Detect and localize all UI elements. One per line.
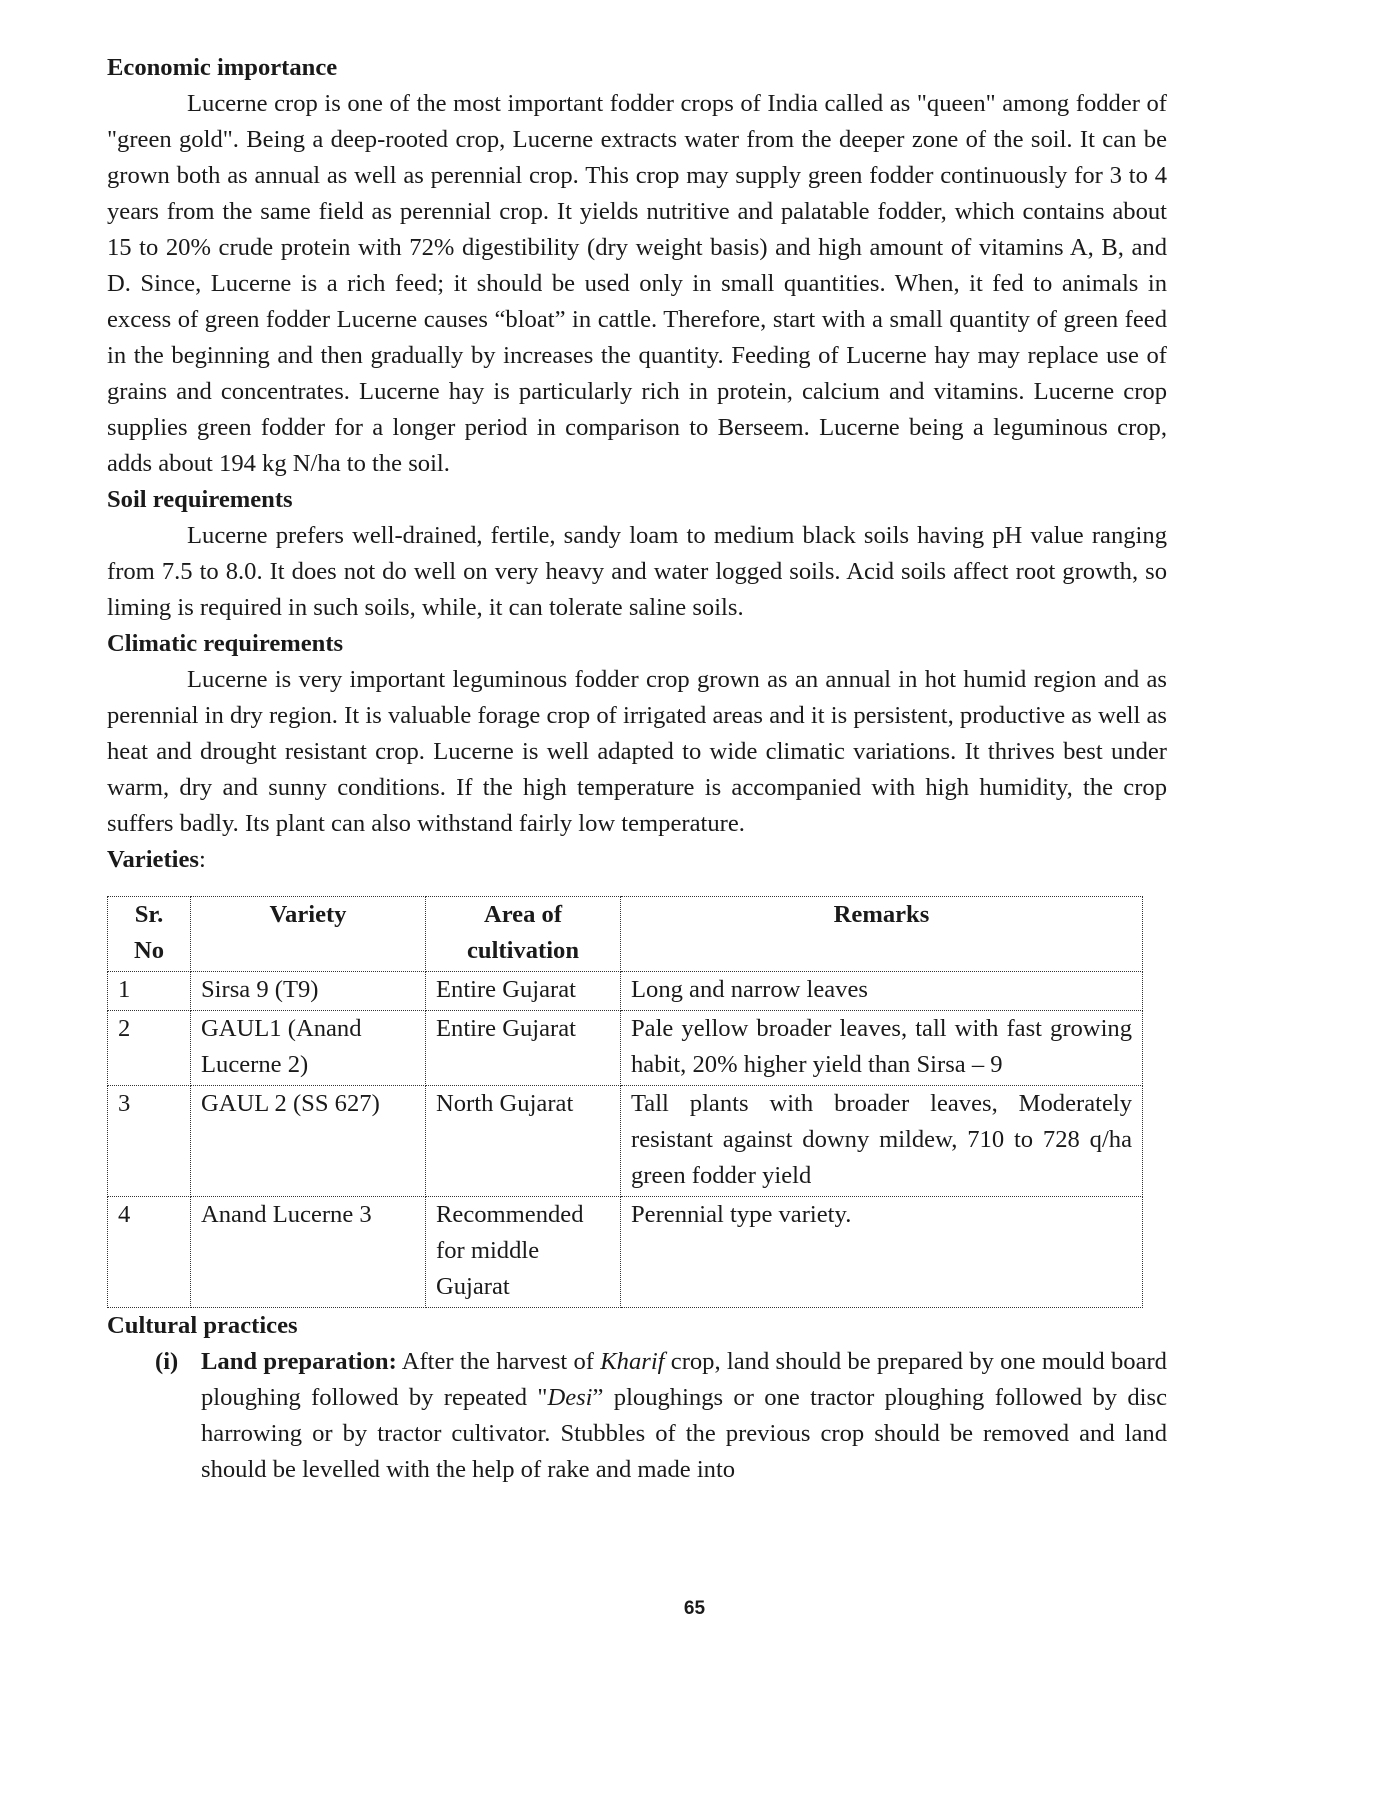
- list-item-number: (i): [155, 1348, 179, 1375]
- header-area: Area of cultivation: [426, 897, 621, 972]
- economic-importance-text: Lucerne crop is one of the most important fodder crops of India called as "queen" among fodder of "green gold". Being a deep-rooted crop, Lucerne extracts water from the deeper zone of the soil. It can be grown both as annual as well as perennial crop. This crop may supply green fodder continuously for 3 to 4 years from the same field as perennial crop. It yields nutritive and palatable fodder, which contains about 15 to 20% crude protein with 72% digestibility (dry weight basis) and high amount of vitamins A, B, and D. Since, Lucerne is a rich feed; it should be used only in small quantities. When, it fed to animals in excess of green fodder Lucerne causes “bloat” in cattle. Therefore, start with a small quantity of green feed in the beginning and then gradually by increases the quantity. Feeding of Lucerne hay may replace use of grains and concentrates. Lucerne hay is particularly rich in protein, calcium and vitamins. Lucerne crop supplies green fodder for a longer period in comparison to Berseem. Lucerne being a leguminous crop, adds about 194 kg N/ha to the soil.: [107, 90, 1167, 477]
- table-row: [108, 1011, 1143, 1086]
- cell-remarks: Pale yellow broader leaves, tall with fast growing habit, 20% higher yield than Sirsa – 9: [621, 1011, 1143, 1086]
- cell-remarks: Tall plants with broader leaves, Moderately resistant against downy mildew, 710 to 728 q/ha green fodder yield: [621, 1086, 1143, 1197]
- climatic-requirements-text: Lucerne is very important leguminous fodder crop grown as an annual in hot humid region and as perennial in dry region. It is valuable forage crop of irrigated areas and it is persistent, productive as well as heat and drought resistant crop. Lucerne is well adapted to wide climatic variations. It thrives best under warm, dry and sunny conditions. If the high temperature is accompanied with high humidity, the crop suffers badly. Its plant can also withstand fairly low temperature.: [107, 666, 1167, 837]
- cell-area: North Gujarat: [426, 1086, 621, 1197]
- varieties-table-wrapper: [107, 896, 1143, 1308]
- document-page: [107, 50, 1167, 1488]
- varieties-table: [107, 896, 1143, 1308]
- climatic-requirements-heading: Climatic requirements: [107, 630, 344, 657]
- cell-variety: GAUL1 (Anand Lucerne 2): [191, 1011, 426, 1086]
- cell-area: Entire Gujarat: [426, 972, 621, 1011]
- header-remarks: Remarks: [621, 897, 1143, 972]
- cell-remarks: Long and narrow leaves: [621, 972, 1143, 1011]
- economic-importance-heading: Economic importance: [107, 54, 338, 81]
- table-row: [108, 972, 1143, 1011]
- header-sr-no: Sr. No: [108, 897, 191, 972]
- cell-variety: Anand Lucerne 3: [191, 1197, 426, 1308]
- header-variety: Variety: [191, 897, 426, 972]
- cell-variety: Sirsa 9 (T9): [191, 972, 426, 1011]
- cell-sr: 3: [108, 1086, 191, 1197]
- cell-area: Entire Gujarat: [426, 1011, 621, 1086]
- land-preparation-title: Land preparation:: [201, 1348, 397, 1375]
- soil-requirements-heading: Soil requirements: [107, 486, 293, 513]
- cell-area: Recommended for middle Gujarat: [426, 1197, 621, 1308]
- cultural-practices-list: [107, 1344, 1167, 1488]
- table-row: [108, 1197, 1143, 1308]
- list-item: [155, 1344, 1167, 1488]
- list-item-body: Land preparation: After the harvest of Kharif crop, land should be prepared by one mould board ploughing followed by repeated "Desi” ploughings or one tractor ploughing followed by disc harrowing or by tractor cultivator. Stubbles of the previous crop should be removed and land should be levelled with the help of rake and made into: [201, 1348, 1167, 1483]
- cell-remarks: Perennial type variety.: [621, 1197, 1143, 1308]
- cell-variety: GAUL 2 (SS 627): [191, 1086, 426, 1197]
- cultural-practices-heading: Cultural practices: [107, 1312, 298, 1339]
- soil-requirements-text: Lucerne prefers well-drained, fertile, sandy loam to medium black soils having pH value ranging from 7.5 to 8.0. It does not do well on very heavy and water logged soils. Acid soils affect root growth, so liming is required in such soils, while, it can tolerate saline soils.: [107, 522, 1167, 621]
- table-row: [108, 1086, 1143, 1197]
- table-header-row: [108, 897, 1143, 972]
- varieties-heading: Varieties:: [107, 846, 206, 873]
- cell-sr: 1: [108, 972, 191, 1011]
- page-number: 65: [683, 1598, 706, 1619]
- cell-sr: 2: [108, 1011, 191, 1086]
- cell-sr: 4: [108, 1197, 191, 1308]
